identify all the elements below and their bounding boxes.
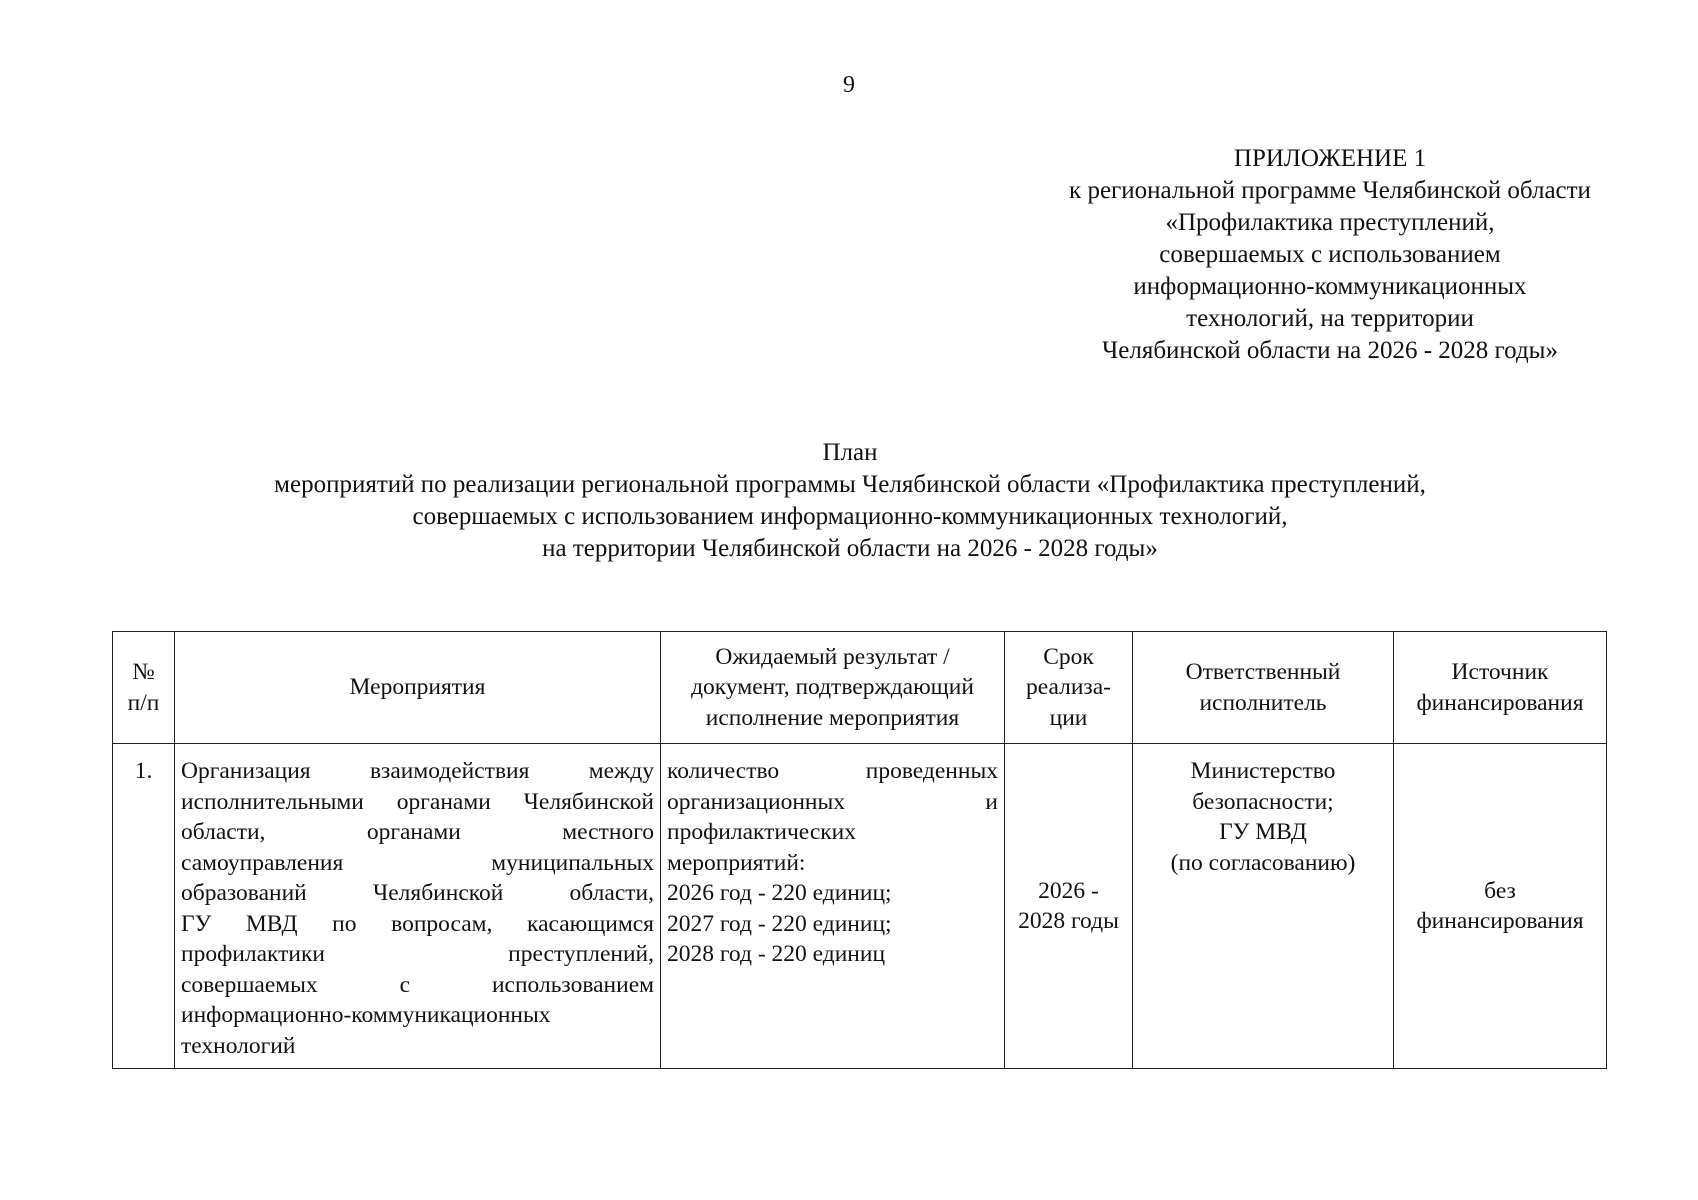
header-result: Ожидаемый результат / документ, подтверждающий исполнение мероприятия	[661, 632, 1005, 744]
plan-subtitle-line: на территории Челябинской области на 2026 - 2028 годы»	[542, 535, 1158, 562]
appendix-line: Челябинской области на 2026 - 2028 годы»	[1102, 337, 1558, 364]
table-header-row	[113, 632, 1607, 744]
plan-table	[112, 631, 1607, 1069]
row-term: 2026 - 2028 годы	[1005, 744, 1133, 1069]
row-funding: без финансирования	[1394, 744, 1607, 1069]
row-event: Организация взаимодействия между исполнительными органами Челябинской области, органами местного самоуправления муниципальных образований Челябинской области, ГУ МВД по вопросам, касающимся профилактики преступлений, совершаемых с использованием информационно-коммуникационных технологий	[175, 744, 661, 1069]
plan-title: План	[822, 439, 878, 466]
header-funding: Источник финансирования	[1394, 632, 1607, 744]
appendix-line: совершаемых с использованием	[1159, 241, 1501, 268]
plan-subtitle-line: мероприятий по реализации региональной программы Челябинской области «Профилактика преступлений,	[274, 471, 1426, 498]
row-num: 1.	[113, 744, 175, 1069]
plan-heading	[100, 437, 1600, 565]
header-event: Мероприятия	[175, 632, 661, 744]
header-responsible: Ответственный исполнитель	[1133, 632, 1394, 744]
plan-subtitle-line: совершаемых с использованием информационно-коммуникационных технологий,	[412, 503, 1288, 530]
page-number: 9	[843, 72, 855, 98]
appendix-line: к региональной программе Челябинской области	[1069, 177, 1591, 204]
table-row	[113, 744, 1607, 1069]
row-responsible: Министерство безопасности; ГУ МВД (по согласованию)	[1133, 744, 1394, 1069]
appendix-line: информационно-коммуникационных	[1133, 273, 1527, 300]
appendix-line: технологий, на территории	[1186, 305, 1474, 332]
appendix-title: ПРИЛОЖЕНИЕ 1	[1233, 145, 1427, 172]
header-term: Срок реализа- ции	[1005, 632, 1133, 744]
appendix-block	[1010, 143, 1650, 367]
row-result: количество проведенных организационных и профилактических мероприятий: 2026 год - 220 единиц; 2027 год - 220 единиц; 2028 год - 220 единиц	[661, 744, 1005, 1069]
header-num: № п/п	[113, 632, 175, 744]
appendix-line: «Профилактика преступлений,	[1165, 209, 1495, 236]
